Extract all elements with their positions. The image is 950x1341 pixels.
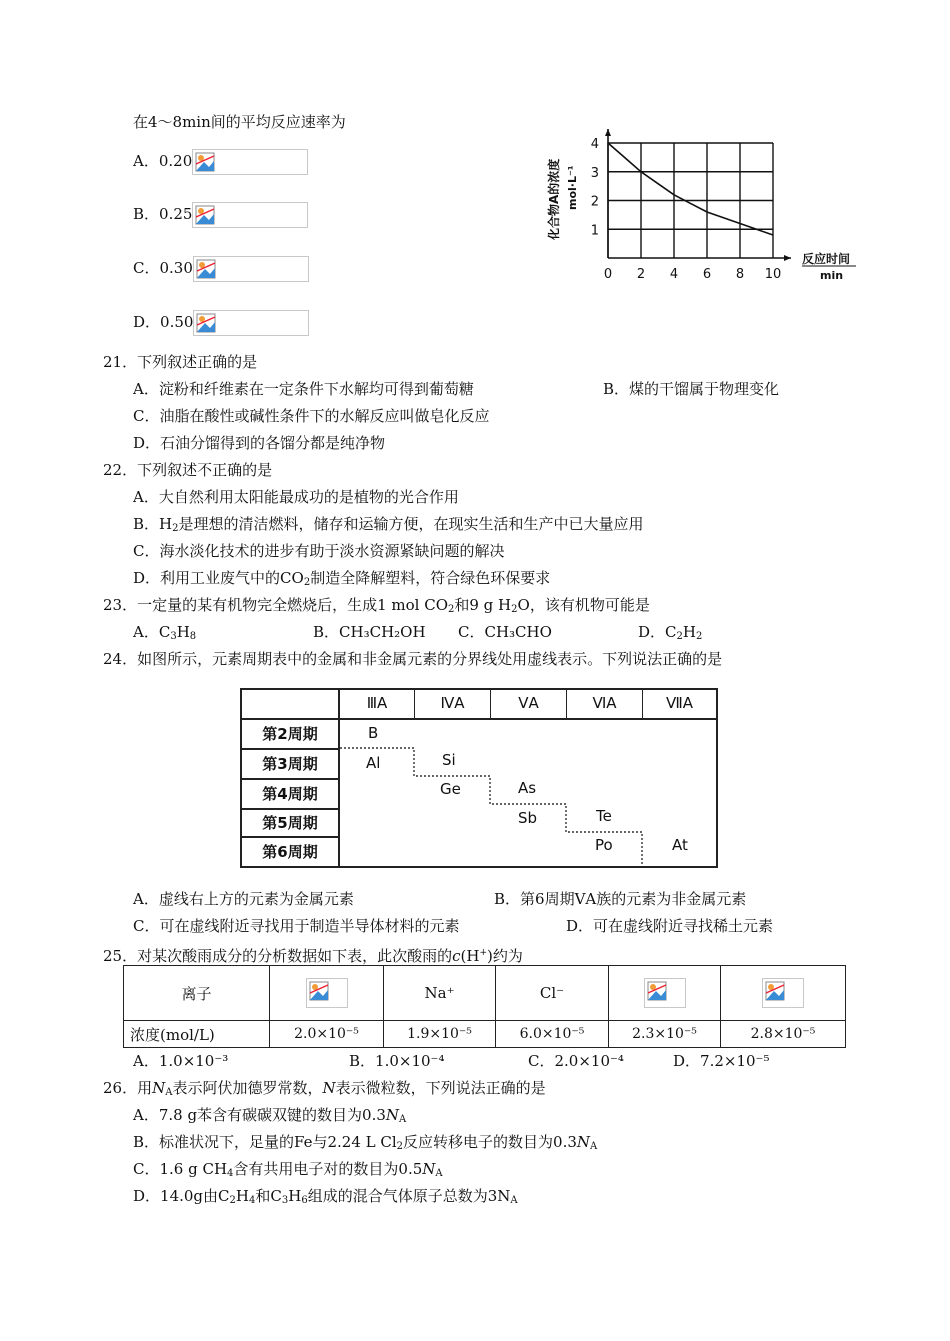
element-Al: Al	[366, 754, 381, 772]
q25-option-d[interactable]: D．7.2×10⁻⁵	[673, 1052, 770, 1070]
chart-axes	[605, 129, 791, 261]
conc-cell: 1.9×10⁻⁵	[384, 1021, 496, 1048]
concentration-time-chart	[540, 125, 870, 290]
chart-x-unit: min	[820, 269, 844, 282]
q26-option-b[interactable]: B．标准状况下，足量的Fe与2.24 L $Cl_2$反应转移电子的数目为$0.3N_A$	[133, 1133, 598, 1152]
x-tick-label: 8	[735, 267, 745, 282]
option-label: B．0.25	[133, 205, 193, 223]
q23-option-a[interactable]: A．$C_3H_8$	[133, 623, 197, 642]
q25-stem: 25．对某次酸雨成分的分析数据如下表，此次酸雨的c(H+)约为	[103, 947, 523, 965]
q26-option-d[interactable]: D．14.0g由$C_2H_4$和$C_3H_6$组成的混合气体原子总数为$3N_A$	[133, 1187, 518, 1206]
element-B: B	[368, 724, 379, 742]
chart-x-label: 反应时间	[802, 252, 851, 266]
q24-option-a[interactable]: A．虚线右上方的元素为金属元素	[133, 890, 354, 908]
element-Ge: Ge	[440, 780, 461, 798]
x-tick-label: 6	[702, 267, 712, 282]
option-label: A．0.20	[133, 152, 193, 170]
q21-option-c[interactable]: C．油脂在酸性或碱性条件下的水解反应叫做皂化反应	[133, 407, 490, 425]
y-axis-arrow	[605, 129, 611, 136]
group-header: ⅤA	[518, 694, 539, 712]
q23-option-c[interactable]: C．CH₃CHO	[458, 623, 552, 641]
q22-stem: 22．下列叙述不正确的是	[103, 461, 273, 479]
broken-image-icon	[193, 310, 309, 336]
q23-option-b[interactable]: B．CH₃CH₂OH	[313, 623, 426, 641]
conc-cell: 2.8×10⁻⁵	[721, 1021, 846, 1048]
broken-image-icon	[193, 256, 309, 282]
x-tick-label: 2	[636, 267, 646, 282]
broken-image-icon	[644, 978, 686, 1008]
broken-image-icon	[192, 149, 308, 175]
chart-series-line	[608, 143, 773, 235]
q24-option-d[interactable]: D．可在虚线附近寻找稀土元素	[566, 917, 774, 935]
period-label: 第6周期	[262, 843, 318, 861]
q24-stem: 24．如图所示，元素周期表中的金属和非金属元素的分界线处用虚线表示。下列说法正确的是	[103, 650, 723, 668]
q25-option-c[interactable]: C．2.0×10⁻⁴	[528, 1052, 624, 1070]
q21-option-d[interactable]: D．石油分馏得到的各馏分都是纯净物	[133, 434, 386, 452]
q25-option-a[interactable]: A．1.0×10⁻³	[133, 1052, 229, 1070]
table-header-conc: 浓度(mol/L)	[124, 1021, 270, 1048]
group-header: ⅦA	[665, 694, 694, 712]
period-label: 第5周期	[262, 814, 318, 832]
q22-option-b[interactable]: B．$H_2$是理想的清洁燃料，储存和运输方便，在现实生活和生产中已大量应用	[133, 515, 644, 534]
q24-option-b[interactable]: B．第6周期ⅤA族的元素为非金属元素	[494, 890, 747, 908]
broken-image-icon	[762, 978, 804, 1008]
period-label: 第2周期	[262, 725, 318, 743]
conc-cell: 6.0×10⁻⁵	[496, 1021, 609, 1048]
q26-option-c[interactable]: C．1.6 g $CH_4$含有共用电子对的数目为$0.5N_A$	[133, 1160, 443, 1179]
x-tick-label: 0	[603, 267, 613, 282]
q20-stem-tail: 在4～8min间的平均反应速率为	[133, 113, 346, 131]
period-label: 第3周期	[262, 755, 318, 773]
q21-option-b[interactable]: B．煤的干馏属于物理变化	[603, 380, 780, 398]
broken-image-icon	[192, 202, 308, 228]
ion-cl: Cl⁻	[496, 966, 609, 1021]
conc-cell: 2.3×10⁻⁵	[609, 1021, 721, 1048]
chart-grid	[608, 143, 773, 258]
element-Te: Te	[596, 807, 612, 825]
chart-y-ticks	[591, 137, 599, 238]
y-tick-label: 2	[590, 194, 599, 210]
q20-option-c[interactable]	[133, 254, 309, 282]
chart-y-label: 化合物A的浓度	[547, 158, 561, 240]
option-label: D．0.50	[133, 313, 194, 331]
q20-option-a[interactable]	[133, 147, 308, 175]
q22-option-c[interactable]: C．海水淡化技术的进步有助于淡水资源紧缺问题的解决	[133, 542, 505, 560]
element-Po: Po	[595, 836, 613, 854]
q22-option-d[interactable]: D．利用工业废气中的$CO_2$制造全降解塑料，符合绿色环保要求	[133, 569, 551, 588]
chart-x-ticks	[604, 267, 781, 282]
x-axis-arrow	[784, 255, 791, 261]
element-Sb: Sb	[518, 809, 538, 827]
q21-option-a[interactable]: A．淀粉和纤维素在一定条件下水解均可得到葡萄糖	[133, 380, 474, 398]
x-tick-label: 10	[764, 267, 782, 282]
x-tick-label: 4	[669, 267, 679, 282]
period-label: 第4周期	[262, 785, 318, 803]
q20-option-d[interactable]	[133, 308, 309, 336]
table-header-ion: 离子	[124, 966, 270, 1021]
y-tick-label: 1	[590, 223, 599, 239]
q23-option-d[interactable]: D．$C_2H_2$	[638, 623, 703, 642]
q25-option-b[interactable]: B．1.0×10⁻⁴	[349, 1052, 445, 1070]
option-label: C．0.30	[133, 259, 193, 277]
acid-rain-table	[123, 965, 846, 1048]
q20-option-b[interactable]	[133, 200, 308, 228]
q23-stem: 23．一定量的某有机物完全燃烧后，生成1 mol $CO_2$和9 g $H_2O$，该有机物可能是	[103, 596, 650, 615]
group-header: ⅣA	[440, 694, 465, 712]
group-header: ⅢA	[366, 694, 388, 712]
element-Si: Si	[442, 751, 456, 769]
chart-y-unit: mol·L⁻¹	[566, 165, 579, 210]
q26-option-a[interactable]: A．7.8 g苯含有碳碳双键的数目为$0.3N_A$	[133, 1106, 407, 1125]
conc-cell: 2.0×10⁻⁵	[270, 1021, 384, 1048]
element-As: As	[518, 779, 537, 797]
q22-option-a[interactable]: A．大自然利用太阳能最成功的是植物的光合作用	[133, 488, 459, 506]
y-tick-label: 3	[590, 165, 599, 181]
element-At: At	[672, 836, 688, 854]
metal-nonmetal-boundary	[242, 690, 716, 866]
q21-stem: 21．下列叙述正确的是	[103, 353, 258, 371]
y-tick-label: 4	[590, 137, 599, 152]
group-header: ⅥA	[592, 694, 617, 712]
q26-stem: 26．用$N_A$表示阿伏加德罗常数，N表示微粒数，下列说法正确的是	[103, 1079, 546, 1098]
broken-image-icon	[306, 978, 348, 1008]
ion-na: Na⁺	[384, 966, 496, 1021]
q24-option-c[interactable]: C．可在虚线附近寻找用于制造半导体材料的元素	[133, 917, 460, 935]
periodic-table-excerpt	[240, 688, 718, 868]
